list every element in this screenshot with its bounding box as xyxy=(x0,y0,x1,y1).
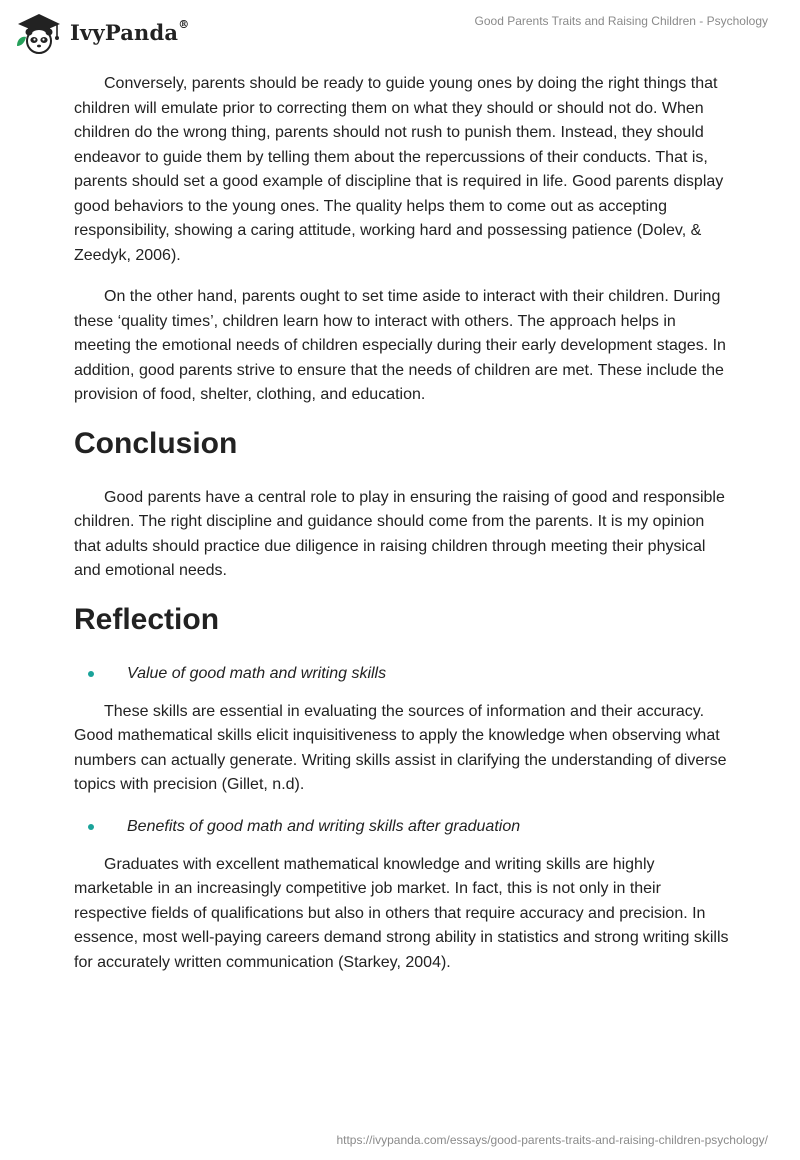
list-item xyxy=(74,815,734,839)
bullet-icon xyxy=(88,824,94,830)
reflection-bullet-list xyxy=(74,662,734,686)
page-header xyxy=(0,0,800,64)
brand-name: IvyPanda® xyxy=(70,17,190,45)
reflection-heading: Reflection xyxy=(74,602,220,636)
source-url[interactable]: https://ivypanda.com/essays/good-parents-traits-and-raising-children-psychology/ xyxy=(336,1133,768,1147)
panda-graduate-icon xyxy=(14,10,64,54)
conclusion-heading: Conclusion xyxy=(74,426,238,460)
reflection-bullet-list xyxy=(74,815,734,839)
bullet-icon xyxy=(88,671,94,677)
bullet-text: Value of good math and writing skills xyxy=(127,664,387,682)
body-paragraph: On the other hand, parents ought to set time aside to interact with their children. During these ‘quality times’, children learn how to interact with others. The approach helps in meeting the emotional needs of children especially during their early development stages. In addition, good parents strive to ensure that the needs of children are met. These include the provision of food, shelter, clothing, and education. xyxy=(74,288,726,403)
body-paragraph: Conversely, parents should be ready to guide young ones by doing the right things that children will emulate prior to correcting them on what they should or should not do. When children do the wrong thing, parents should not rush to punish them. Instead, they should endeavor to guide them by telling them about the repercussions of their conducts. That is, parents should set a good example of discipline that is required in life. Good parents display good behaviors to the young ones. The quality helps them to come out as accepting responsibility, showing a caring attitude, working hard and possessing patience (Dolev, & Zeedyk, 2006). xyxy=(74,75,724,264)
ivypanda-logo[interactable] xyxy=(14,10,189,54)
bullet-text: Benefits of good math and writing skills after graduation xyxy=(127,817,521,835)
reflection-paragraph: These skills are essential in evaluating the sources of information and their accuracy. Good mathematical skills elicit inquisitiveness to apply the knowledge when observing what numbers can actually generate. Writing skills assist in clarifying the understanding of diverse topics with precision (Gillet, n.d). xyxy=(74,702,727,793)
document-title: Good Parents Traits and Raising Children - Psychology xyxy=(474,14,768,28)
essay-content xyxy=(74,72,734,992)
list-item xyxy=(74,662,734,686)
reflection-paragraph: Graduates with excellent mathematical knowledge and writing skills are highly marketable in an increasingly competitive job market. In fact, this is not only in their respective fields of qualifications but also in others that require accuracy and precision. In essence, most well-paying careers demand strong ability in statistics and strong writing skills for accurately written communication (Starkey, 2004). xyxy=(74,855,729,971)
conclusion-paragraph: Good parents have a central role to play in ensuring the raising of good and responsible children. The right discipline and guidance should come from the parents. It is my opinion that adults should practice due diligence in raising children through meeting their physical and emotional needs. xyxy=(74,488,725,579)
